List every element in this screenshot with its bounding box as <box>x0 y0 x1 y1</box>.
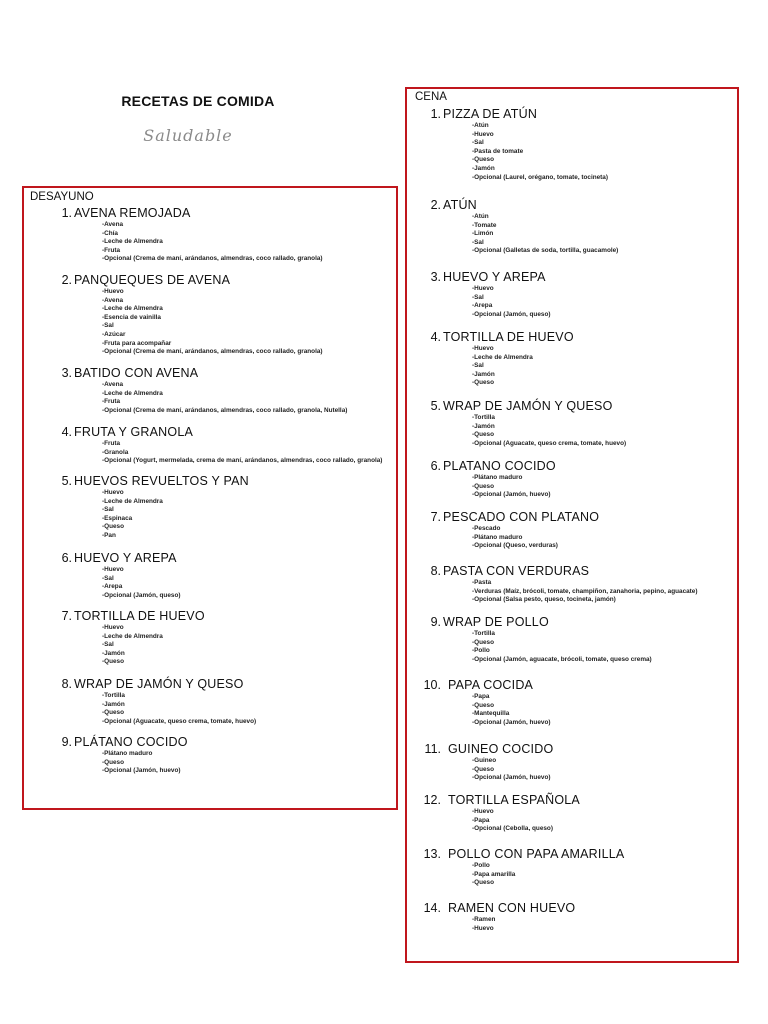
cena-recipe <box>421 107 608 182</box>
recipe-number: 1. <box>61 206 72 220</box>
recipe-number: 5. <box>430 399 441 413</box>
ingredient-list <box>472 808 553 834</box>
recipe-number: 7. <box>61 609 72 623</box>
recipe-number: 3. <box>61 366 72 380</box>
recipe-number: 14. <box>423 901 441 915</box>
ingredient-item: -Ramen <box>472 916 496 923</box>
recipe-name: RAMEN CON HUEVO <box>448 901 576 915</box>
recipe-number: 9. <box>430 615 441 629</box>
desayuno-recipe <box>52 735 188 776</box>
cena-recipe <box>421 270 550 319</box>
recipe-number: 8. <box>430 564 441 578</box>
desayuno-recipe <box>52 273 323 357</box>
document-subtitle: Saludable <box>143 126 233 145</box>
recipe-number: 10. <box>423 678 441 692</box>
ingredient-item: -Opcional (Jamón, queso) <box>472 310 551 318</box>
ingredient-item: -Queso <box>472 431 495 439</box>
ingredient-item: -Huevo <box>472 808 494 815</box>
ingredient-item: -Huevo <box>102 624 124 631</box>
desayuno-recipe <box>52 206 323 264</box>
ingredient-item: -Plátano maduro <box>472 474 523 481</box>
cena-recipe <box>421 678 550 727</box>
ingredient-item: -Jamón <box>472 422 495 430</box>
recipe-number: 13. <box>423 847 441 861</box>
recipe-name: PLÁTANO COCIDO <box>74 735 188 749</box>
ingredient-item: -Sal <box>102 322 114 330</box>
ingredient-item: -Tomate <box>472 221 497 229</box>
ingredient-item: -Esencia de vainilla <box>102 313 161 321</box>
ingredient-item: -Plátano maduro <box>102 750 153 757</box>
ingredient-item: -Leche de Almendra <box>102 389 163 397</box>
ingredient-list <box>102 221 323 264</box>
ingredient-item: -Opcional (Crema de maní, arándanos, almendras, coco rallado, granola) <box>102 255 323 263</box>
recipe-heading <box>52 609 205 624</box>
ingredient-item: -Guineo <box>472 757 497 764</box>
ingredient-item: -Queso <box>472 482 495 490</box>
ingredient-item: -Tortilla <box>102 692 125 699</box>
ingredient-item: -Espinaca <box>102 514 133 522</box>
ingredient-item: -Sal <box>472 238 484 246</box>
recipe-name: ATÚN <box>443 198 477 212</box>
ingredient-list <box>102 440 382 466</box>
ingredient-item: -Queso <box>102 709 125 717</box>
recipe-heading <box>421 198 618 213</box>
recipe-number: 6. <box>430 459 441 473</box>
recipe-number: 1. <box>430 107 441 121</box>
recipe-number: 2. <box>430 198 441 212</box>
ingredient-item: -Azúcar <box>102 330 126 338</box>
ingredient-list <box>472 916 495 933</box>
ingredient-item: -Queso <box>472 156 495 164</box>
recipe-name: GUINEO COCIDO <box>448 742 554 756</box>
recipe-name: WRAP DE JAMÓN Y QUESO <box>74 677 244 691</box>
recipe-name: HUEVO Y AREPA <box>74 551 177 565</box>
ingredient-list <box>102 489 163 541</box>
ingredient-list <box>472 525 558 551</box>
ingredient-item: -Opcional (Cebolla, queso) <box>472 825 553 833</box>
ingredient-list <box>472 345 533 388</box>
ingredient-list <box>472 693 550 727</box>
ingredient-item: -Sal <box>102 574 114 582</box>
recipe-number: 2. <box>61 273 72 287</box>
recipe-number: 12. <box>423 793 441 807</box>
recipe-number: 9. <box>61 735 72 749</box>
ingredient-list <box>102 624 163 667</box>
ingredient-item: -Pasta de tomate <box>472 147 524 155</box>
desayuno-recipe <box>52 677 256 726</box>
ingredient-list <box>102 566 180 600</box>
recipe-heading <box>52 273 323 288</box>
recipe-heading <box>421 270 550 285</box>
ingredient-item: -Opcional (Galletas de soda, tortilla, guacamole) <box>472 247 619 255</box>
recipe-name: WRAP DE POLLO <box>443 615 549 629</box>
ingredient-item: -Opcional (Queso, verduras) <box>472 542 558 550</box>
ingredient-item: -Opcional (Jamón, huevo) <box>472 718 551 726</box>
recipe-name: PLATANO COCIDO <box>443 459 556 473</box>
ingredient-item: -Opcional (Aguacate, queso crema, tomate, huevo) <box>102 717 257 725</box>
cena-recipe <box>421 901 576 933</box>
ingredient-item: -Huevo <box>472 345 494 352</box>
cena-recipe <box>421 399 626 448</box>
ingredient-item: -Opcional (Crema de maní, arándanos, almendras, coco rallado, granola, Nutella) <box>102 406 348 414</box>
recipe-heading <box>52 366 347 381</box>
ingredient-item: -Opcional (Jamón, huevo) <box>102 767 181 775</box>
ingredient-item: -Jamón <box>102 649 125 657</box>
recipe-name: PANQUEQUES DE AVENA <box>74 273 231 287</box>
ingredient-item: -Fruta <box>102 440 121 447</box>
ingredient-item: -Fruta para acompañar <box>102 339 172 347</box>
ingredient-item: -Granola <box>102 448 129 456</box>
ingredient-item: -Sal <box>102 506 114 514</box>
desayuno-recipe <box>52 366 347 415</box>
ingredient-item: -Huevo <box>102 288 124 295</box>
ingredient-item: -Fruta <box>102 246 121 254</box>
recipe-name: WRAP DE JAMÓN Y QUESO <box>443 399 613 413</box>
recipe-heading <box>421 901 576 916</box>
ingredient-item: -Queso <box>472 379 495 387</box>
recipe-name: TORTILLA DE HUEVO <box>443 330 574 344</box>
cena-section <box>405 87 739 963</box>
ingredient-item: -Plátano maduro <box>472 533 523 541</box>
ingredient-item: -Papa <box>472 816 490 824</box>
cena-recipe <box>421 793 580 834</box>
ingredient-item: -Queso <box>472 879 495 887</box>
ingredient-item: -Opcional (Jamón, aguacate, brócoli, tomate, queso crema) <box>472 655 652 663</box>
recipe-heading <box>421 459 556 474</box>
ingredient-item: -Opcional (Yogurt, mermelada, crema de maní, arándanos, almendras, coco rallado, granola) <box>102 457 383 465</box>
ingredient-item: -Verduras (Maíz, brócoli, tomate, champiñon, zanahoria, pepino, aguacate) <box>472 587 698 595</box>
recipe-heading <box>52 677 256 692</box>
ingredient-item: -Pollo <box>472 862 490 869</box>
ingredient-list <box>472 213 618 256</box>
recipe-number: 11. <box>424 742 441 756</box>
ingredient-item: -Huevo <box>102 489 124 496</box>
ingredient-list <box>472 122 608 182</box>
recipe-number: 7. <box>430 510 441 524</box>
ingredient-item: -Fruta <box>102 398 121 406</box>
cena-recipe <box>421 510 600 551</box>
recipe-heading <box>421 742 554 757</box>
ingredient-item: -Huevo <box>472 285 494 292</box>
recipe-name: HUEVO Y AREPA <box>443 270 546 284</box>
recipe-heading <box>421 615 652 630</box>
ingredient-list <box>102 288 323 357</box>
ingredient-item: -Opcional (Jamón, huevo) <box>472 774 551 782</box>
ingredient-item: -Queso <box>472 765 495 773</box>
ingredient-item: -Sal <box>102 641 114 649</box>
recipe-name: HUEVOS REVUELTOS Y PAN <box>74 474 249 488</box>
recipe-name: TORTILLA ESPAÑOLA <box>448 793 580 807</box>
recipe-heading <box>421 678 550 693</box>
ingredient-item: -Leche de Almendra <box>102 497 163 505</box>
recipe-number: 4. <box>430 330 441 344</box>
ingredient-item: -Avena <box>102 221 124 228</box>
cena-recipe <box>421 564 698 605</box>
ingredient-item: -Huevo <box>102 566 124 573</box>
ingredient-list <box>102 381 347 415</box>
ingredient-item: -Huevo <box>472 130 494 138</box>
ingredient-item: -Queso <box>472 701 495 709</box>
ingredient-item: -Pescado <box>472 525 501 532</box>
recipe-heading <box>421 793 580 808</box>
recipe-number: 3. <box>430 270 441 284</box>
cena-recipe <box>421 330 574 388</box>
section-label-desayuno: DESAYUNO <box>30 191 94 203</box>
ingredient-item: -Papa amarilla <box>472 870 516 878</box>
recipe-heading <box>421 107 608 122</box>
ingredient-item: -Atún <box>472 122 489 129</box>
recipe-number: 8. <box>61 677 72 691</box>
cena-recipe <box>421 847 625 888</box>
recipe-number: 6. <box>61 551 72 565</box>
recipe-heading <box>52 735 188 750</box>
ingredient-list <box>472 757 550 783</box>
ingredient-list <box>102 692 256 726</box>
desayuno-recipe <box>52 551 180 600</box>
ingredient-item: -Pasta <box>472 579 492 586</box>
ingredient-item: -Opcional (Aguacate, queso crema, tomate, huevo) <box>472 439 627 447</box>
ingredient-list <box>472 579 698 605</box>
recipe-name: PASTA CON VERDURAS <box>443 564 590 578</box>
ingredient-item: -Jamón <box>472 164 495 172</box>
recipe-heading <box>421 847 625 862</box>
ingredient-item: -Arepa <box>102 583 123 591</box>
ingredient-item: -Avena <box>102 381 124 388</box>
ingredient-list <box>472 474 550 500</box>
ingredient-item: -Leche de Almendra <box>102 305 163 313</box>
recipe-name: FRUTA Y GRANOLA <box>74 425 194 439</box>
ingredient-item: -Queso <box>102 658 125 666</box>
document-title: RECETAS DE COMIDA <box>121 93 275 109</box>
recipe-name: TORTILLA DE HUEVO <box>74 609 205 623</box>
ingredient-item: -Huevo <box>472 924 494 932</box>
ingredient-item: -Opcional (Jamón, huevo) <box>472 491 551 499</box>
ingredient-item: -Opcional (Laurel, orégano, tomate, tocineta) <box>472 173 608 181</box>
ingredient-item: -Sal <box>472 139 484 147</box>
ingredient-item: -Sal <box>472 362 484 370</box>
ingredient-item: -Leche de Almendra <box>472 353 533 361</box>
desayuno-recipe <box>52 425 382 466</box>
ingredient-item: -Leche de Almendra <box>102 238 163 246</box>
cena-recipe <box>421 615 652 664</box>
ingredient-item: -Tortilla <box>472 414 495 421</box>
ingredient-item: -Pollo <box>472 647 490 655</box>
cena-recipe <box>421 742 554 783</box>
ingredient-item: -Opcional (Salsa pesto, queso, tocineta, jamón) <box>472 596 616 604</box>
ingredient-item: -Chía <box>102 229 118 237</box>
ingredient-list <box>472 630 652 664</box>
recipe-name: PAPA COCIDA <box>448 678 534 692</box>
ingredient-item: -Pan <box>102 531 116 539</box>
ingredient-item: -Mantequilla <box>472 710 510 718</box>
recipe-heading <box>52 474 249 489</box>
desayuno-recipe <box>52 609 205 667</box>
recipe-number: 4. <box>61 425 72 439</box>
ingredient-item: -Avena <box>102 296 124 304</box>
ingredient-item: -Papa <box>472 693 490 700</box>
ingredient-item: -Queso <box>472 638 495 646</box>
recipe-name: AVENA REMOJADA <box>74 206 191 220</box>
recipe-heading <box>52 206 323 221</box>
ingredient-item: -Queso <box>102 523 125 531</box>
recipe-name: PESCADO CON PLATANO <box>443 510 600 524</box>
ingredient-item: -Arepa <box>472 302 493 310</box>
section-label-cena: CENA <box>415 91 447 103</box>
ingredient-item: -Queso <box>102 758 125 766</box>
ingredient-list <box>472 414 626 448</box>
recipe-heading <box>52 551 180 566</box>
cena-recipe <box>421 198 618 256</box>
recipe-heading <box>421 399 626 414</box>
ingredient-list <box>472 285 550 319</box>
ingredient-item: -Tortilla <box>472 630 495 637</box>
ingredient-item: -Limón <box>472 230 494 238</box>
cena-recipe <box>421 459 556 500</box>
ingredient-list <box>102 750 180 776</box>
ingredient-item: -Opcional (Jamón, queso) <box>102 591 181 599</box>
ingredient-item: -Jamón <box>472 370 495 378</box>
recipe-number: 5. <box>61 474 72 488</box>
recipe-heading <box>421 510 600 525</box>
recipe-name: POLLO CON PAPA AMARILLA <box>448 847 625 861</box>
ingredient-item: -Sal <box>472 293 484 301</box>
recipe-heading <box>421 330 574 345</box>
recipe-heading <box>52 425 382 440</box>
recipe-name: BATIDO CON AVENA <box>74 366 199 380</box>
ingredient-item: -Jamón <box>102 700 125 708</box>
ingredient-list <box>472 862 515 888</box>
recipe-heading <box>421 564 698 579</box>
recipe-name: PIZZA DE ATÚN <box>443 107 538 121</box>
desayuno-section <box>22 186 398 810</box>
ingredient-item: -Leche de Almendra <box>102 632 163 640</box>
ingredient-item: -Atún <box>472 213 489 220</box>
desayuno-recipe <box>52 474 249 541</box>
ingredient-item: -Opcional (Crema de maní, arándanos, almendras, coco rallado, granola) <box>102 348 323 356</box>
